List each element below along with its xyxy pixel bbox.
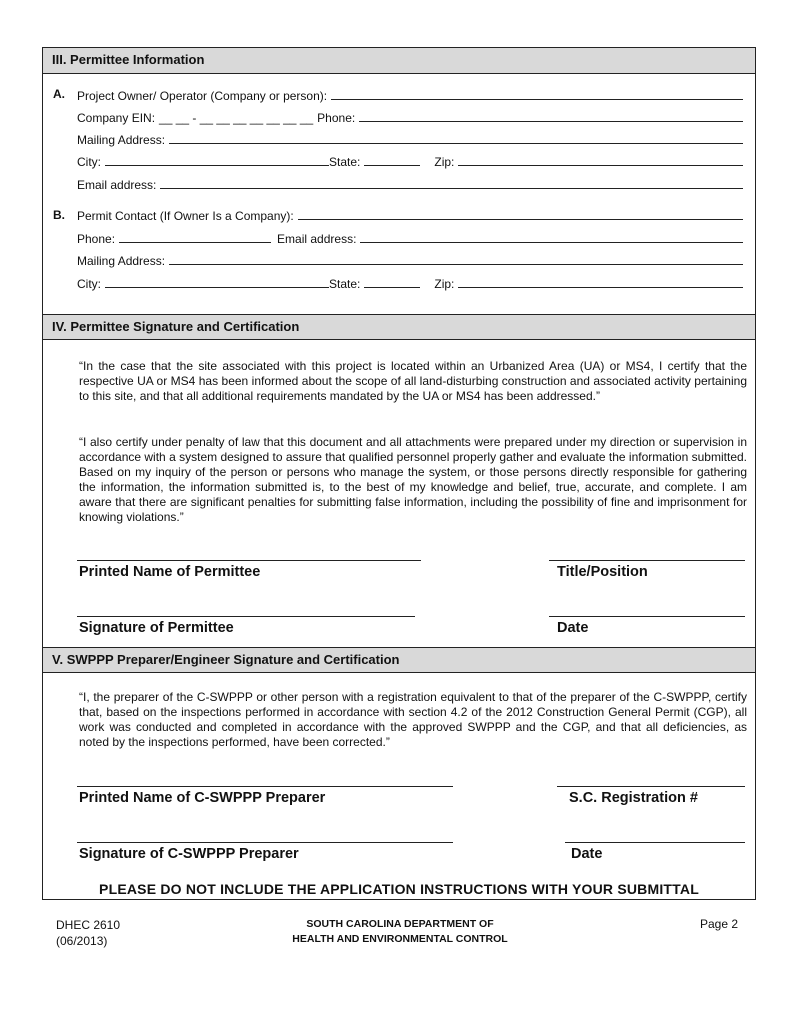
preparer-registration-label: S.C. Registration #	[569, 790, 698, 806]
form-number: DHEC 2610	[56, 918, 121, 932]
submittal-notice: PLEASE DO NOT INCLUDE THE APPLICATION INSTRUCTIONS WITH YOUR SUBMITTAL	[99, 881, 699, 897]
owner-email-row	[77, 174, 743, 192]
permit-contact-label: Permit Contact (If Owner Is a Company):	[77, 209, 294, 223]
section-header-swppp-preparer-certification	[43, 647, 755, 673]
agency-line-1: SOUTH CAROLINA DEPARTMENT OF	[306, 918, 494, 930]
contact-email-field[interactable]	[360, 229, 743, 243]
section-title: V. SWPPP Preparer/Engineer Signature and Certification	[52, 652, 400, 667]
section-header-permittee-certification	[43, 314, 755, 340]
item-letter-a: A.	[53, 87, 65, 101]
section-title: III. Permittee Information	[52, 52, 205, 67]
contact-state-field[interactable]	[364, 274, 420, 288]
preparer-signature-label: Signature of C-SWPPP Preparer	[79, 846, 299, 862]
page-number: Page 2	[700, 917, 739, 931]
contact-email-label: Email address:	[277, 232, 357, 246]
permit-contact-row	[77, 205, 743, 223]
permittee-printed-name-line[interactable]	[77, 560, 421, 561]
owner-email-field[interactable]	[160, 175, 743, 189]
owner-operator-field[interactable]	[331, 86, 743, 100]
company-ein-field[interactable]: __ __ - __ __ __ __ __ __ __	[159, 111, 314, 125]
agency-line-2: HEALTH AND ENVIRONMENTAL CONTROL	[292, 933, 508, 945]
preparer-registration-line[interactable]	[557, 786, 745, 787]
section-header-permittee-information	[43, 48, 755, 74]
owner-phone-label: Phone:	[317, 111, 356, 125]
contact-city-label: City:	[77, 277, 101, 291]
contact-mailing-row	[77, 250, 743, 268]
section-title: IV. Permittee Signature and Certification	[52, 319, 300, 334]
preparer-printed-name-label: Printed Name of C-SWPPP Preparer	[79, 790, 326, 806]
owner-zip-field[interactable]	[458, 152, 743, 166]
permittee-signature-label: Signature of Permittee	[79, 620, 234, 636]
ua-ms4-certification-text: “In the case that the site associated with this project is located within an Urbanized Area (UA) or MS4, I certify that the respective UA or MS4 has been informed about the scope of all land-disturbing construction and associated activity pertaining to this site, and that all additional requirements mandated by the UA or MS4 has been addressed.”	[79, 359, 747, 403]
owner-mailing-row	[77, 129, 743, 147]
swppp-preparer-certification-text: “I, the preparer of the C-SWPPP or other person with a registration equivalent to that of the preparer of the C-SWPPP, certify that, based on the inspections performed in accordance with section 4.2 of the 2012 Construction General Permit (CGP), all work was conducted and completed in accordance with the approved SWPPP and the CGP, and that all deficiencies, as noted by the inspections performed, have been corrected.”	[79, 690, 747, 749]
preparer-date-label: Date	[571, 846, 603, 862]
owner-state-field[interactable]	[364, 152, 420, 166]
preparer-printed-name-line[interactable]	[77, 786, 453, 787]
permittee-date-line[interactable]	[549, 616, 745, 617]
contact-phone-email-row	[77, 228, 743, 246]
owner-zip-label: Zip:	[434, 155, 455, 169]
owner-operator-row	[77, 85, 743, 103]
owner-city-field[interactable]	[105, 152, 329, 166]
contact-phone-field[interactable]	[119, 229, 271, 243]
penalty-certification-text: “I also certify under penalty of law that this document and all attachments were prepared under my direction or supervision in accordance with a system designed to assure that qualified personnel properly gather and evaluate the information submitted. Based on my inquiry of the person or persons who manage the system, or those persons directly responsible for gathering the information, the information submitted is, to the best of my knowledge and belief, true, accurate, and complete. I am aware that there are significant penalties for submitting false information, including the possibility of fine and imprisonment for knowing violations.”	[79, 435, 747, 524]
owner-email-label: Email address:	[77, 178, 157, 192]
owner-city-state-zip-row	[77, 151, 743, 169]
contact-state-label: State:	[329, 277, 361, 291]
form-id-block	[56, 917, 120, 949]
permittee-printed-name-label: Printed Name of Permittee	[79, 564, 261, 580]
preparer-signature-line[interactable]	[77, 842, 453, 843]
application-form-page	[42, 47, 756, 900]
contact-city-field[interactable]	[105, 274, 329, 288]
owner-city-label: City:	[77, 155, 101, 169]
preparer-date-line[interactable]	[565, 842, 745, 843]
permittee-signature-line[interactable]	[77, 616, 415, 617]
contact-mailing-label: Mailing Address:	[77, 254, 166, 268]
permittee-title-line[interactable]	[549, 560, 745, 561]
owner-mailing-field[interactable]	[169, 130, 743, 144]
ein-phone-row	[77, 107, 743, 125]
item-letter-b: B.	[53, 208, 65, 222]
contact-zip-label: Zip:	[434, 277, 455, 291]
form-revision-date: (06/2013)	[56, 934, 108, 948]
owner-state-label: State:	[329, 155, 361, 169]
owner-operator-label: Project Owner/ Operator (Company or person):	[77, 89, 328, 103]
permittee-date-label: Date	[557, 620, 589, 636]
contact-zip-field[interactable]	[458, 274, 743, 288]
owner-mailing-label: Mailing Address:	[77, 133, 166, 147]
contact-city-state-zip-row	[77, 273, 743, 291]
permittee-title-label: Title/Position	[557, 564, 648, 580]
contact-phone-label: Phone:	[77, 232, 116, 246]
owner-phone-field[interactable]	[359, 108, 743, 122]
permit-contact-field[interactable]	[298, 206, 743, 220]
contact-mailing-field[interactable]	[169, 251, 743, 265]
company-ein-label: Company EIN:	[77, 111, 156, 125]
agency-name-block	[250, 917, 550, 947]
